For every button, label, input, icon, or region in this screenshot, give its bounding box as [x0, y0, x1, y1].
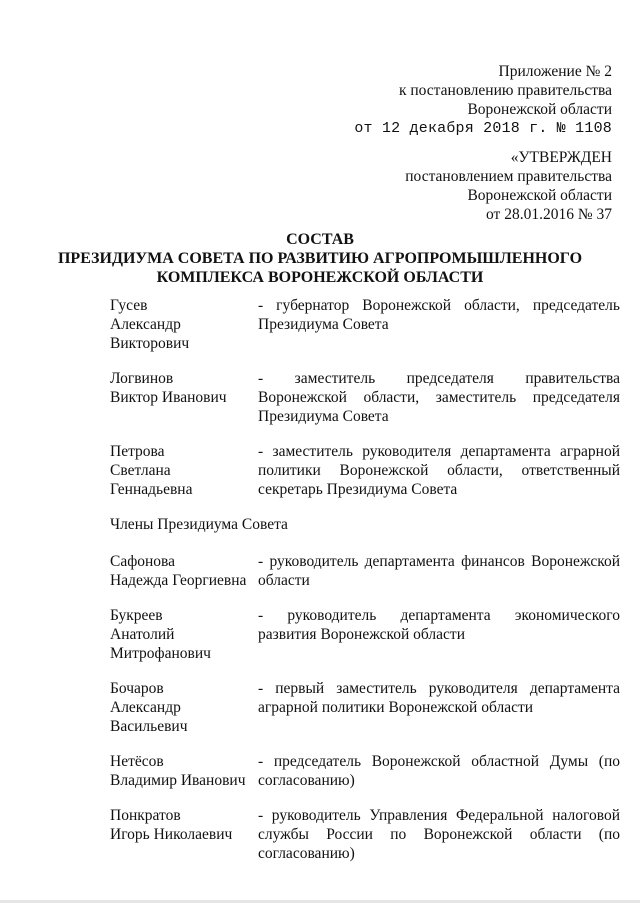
first-name: Светлана: [110, 462, 171, 479]
approved-header: [405, 148, 612, 224]
title-line-1: СОСТАВ: [286, 231, 354, 248]
member-role: - губернатор Воронежской области, председатель Президиума Совета: [258, 297, 620, 333]
member-role: - руководитель Управления Федеральной налоговой службы России по Воронежской области (по согласованию): [258, 807, 620, 862]
member-name: [110, 806, 258, 863]
patronymic: Васильевич: [110, 718, 188, 735]
patronymic: Митрофанович: [110, 645, 211, 662]
presidium-list: [110, 296, 620, 879]
appendix-date-number: от 12 декабря 2018 г. № 1108: [354, 120, 612, 137]
member-name: [110, 752, 258, 790]
first-name-patronymic: Владимир Иванович: [110, 772, 246, 789]
first-name-patronymic: Игорь Николаевич: [110, 826, 233, 843]
approved-resolution: постановлением правительства: [405, 168, 612, 185]
member-role: - заместитель руководителя департамента аграрной политики Воронежской области, ответственный секретарь Президиума Совета: [258, 443, 620, 498]
appendix-header: [354, 62, 612, 138]
surname: Нетёсов: [110, 753, 164, 770]
member-row: [110, 296, 620, 353]
members-heading: Члены Президиума Совета: [110, 516, 288, 533]
appendix-number: Приложение № 2: [498, 63, 612, 80]
member-name: [110, 369, 258, 426]
member-row: [110, 442, 620, 499]
member-row: [110, 752, 620, 790]
member-name: [110, 679, 258, 736]
appendix-region: Воронежской области: [467, 101, 612, 118]
surname: Бочаров: [110, 680, 164, 697]
member-role: - первый заместитель руководителя департамента аграрной политики Воронежской области: [258, 680, 620, 716]
approved-region: Воронежской области: [467, 187, 612, 204]
surname: Гусев: [110, 297, 148, 314]
approved-date-number: от 28.01.2016 № 37: [486, 206, 612, 223]
patronymic: Геннадьевна: [110, 481, 193, 498]
member-role: - заместитель председателя правительства Воронежской области, заместитель председателя Президиума Совета: [258, 370, 620, 425]
member-role: - руководитель департамента экономического развития Воронежской области: [258, 607, 620, 643]
title-line-2: ПРЕЗИДИУМА СОВЕТА ПО РАЗВИТИЮ АГРОПРОМЫШЛЕННОГО: [57, 250, 583, 267]
member-role: - руководитель департамента финансов Воронежской области: [258, 553, 620, 589]
member-row: [110, 606, 620, 663]
surname: Петрова: [110, 443, 165, 460]
member-name: [110, 606, 258, 663]
first-name-patronymic: Надежда Георгиевна: [110, 572, 247, 589]
member-name: [110, 442, 258, 499]
patronymic: Викторович: [110, 335, 190, 352]
title-line-3: КОМПЛЕКСА ВОРОНЕЖСКОЙ ОБЛАСТИ: [156, 269, 484, 286]
member-row: [110, 369, 620, 426]
appendix-resolution-ref: к постановлению правительства: [398, 82, 612, 99]
member-name: [110, 296, 258, 353]
member-row: [110, 806, 620, 863]
first-name: Александр: [110, 699, 181, 716]
member-role: - председатель Воронежской областной Думы (по согласованию): [258, 753, 620, 789]
surname: Логвинов: [110, 370, 174, 387]
document-title: [0, 230, 640, 287]
first-name: Александр: [110, 316, 181, 333]
surname: Сафонова: [110, 553, 176, 570]
member-name: [110, 552, 258, 590]
first-name-patronymic: Виктор Иванович: [110, 389, 227, 406]
approved-label: «УТВЕРЖДЕН: [510, 149, 612, 166]
first-name: Анатолий: [110, 626, 175, 643]
surname: Букреев: [110, 607, 163, 624]
surname: Понкратов: [110, 807, 181, 824]
member-row: [110, 552, 620, 590]
member-row: [110, 679, 620, 736]
